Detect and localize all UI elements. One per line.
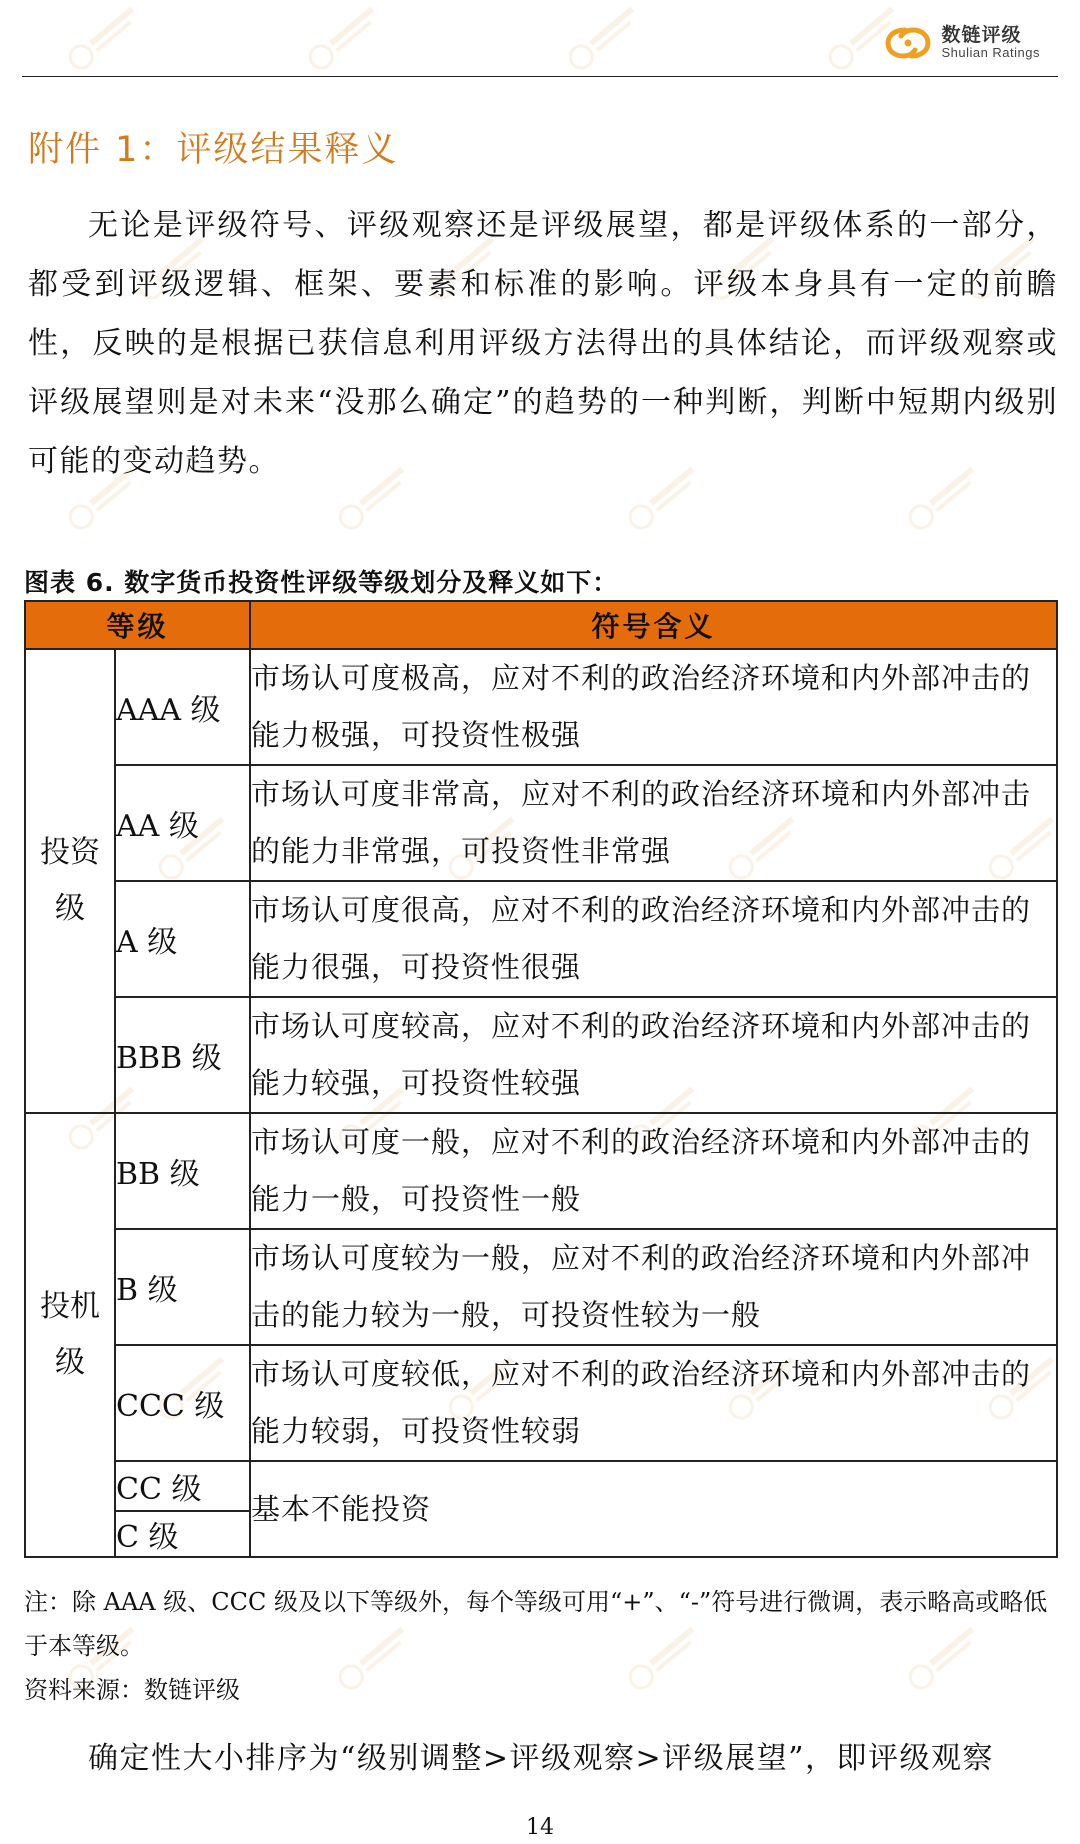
header-meaning: 符号含义 [250, 601, 1057, 649]
grade-cell: BB 级 [115, 1113, 250, 1229]
meaning-cell: 市场认可度很高，应对不利的政治经济环境和内外部冲击的能力很强，可投资性很强 [250, 881, 1057, 997]
grade-cell: A 级 [115, 881, 250, 997]
grade-cell: CC 级 [115, 1461, 250, 1511]
meaning-cell: 市场认可度较高，应对不利的政治经济环境和内外部冲击的能力较强，可投资性较强 [250, 997, 1057, 1113]
group-label-investment: 投资级 [25, 649, 115, 1113]
rating-scale-table [24, 600, 1058, 1558]
grade-cell: AA 级 [115, 765, 250, 881]
table-row [25, 649, 1057, 765]
meaning-cell: 市场认可度一般，应对不利的政治经济环境和内外部冲击的能力一般，可投资性一般 [250, 1113, 1057, 1229]
brand-logo [885, 24, 1040, 62]
table-row [25, 1345, 1057, 1461]
table-header-row [25, 601, 1057, 649]
brand-name-cn: 数链评级 [941, 23, 1022, 46]
grade-cell: BBB 级 [115, 997, 250, 1113]
table-row [25, 1229, 1057, 1345]
meaning-cell: 市场认可度极高，应对不利的政治经济环境和内外部冲击的能力极强，可投资性极强 [250, 649, 1057, 765]
meaning-cell: 市场认可度较低，应对不利的政治经济环境和内外部冲击的能力较弱，可投资性较弱 [250, 1345, 1057, 1461]
intro-paragraph: 无论是评级符号、评级观察还是评级展望，都是评级体系的一部分，都受到评级逻辑、框架、要素和标准的影响。评级本身具有一定的前瞻性，反映的是根据已获信息利用评级方法得出的具体结论，而评级观察或评级展望则是对未来“没那么确定”的趋势的一种判断，判断中短期内级别可能的变动趋势。 [28, 208, 1058, 479]
grade-cell: B 级 [115, 1229, 250, 1345]
shulian-logo-icon [885, 24, 931, 62]
closing-paragraph: 确定性大小排序为“级别调整>评级观察>评级展望”，即评级观察 [88, 1741, 994, 1776]
grade-cell: C 级 [115, 1511, 250, 1557]
table-row [25, 765, 1057, 881]
meaning-cell: 市场认可度非常高，应对不利的政治经济环境和内外部冲击的能力非常强，可投资性非常强 [250, 765, 1057, 881]
table-note: 注：除 AAA 级、CCC 级及以下等级外，每个等级可用“+”、“-”符号进行微调，表示略高或略低于本等级。 [24, 1588, 1048, 1660]
grade-cell: CCC 级 [115, 1345, 250, 1461]
annex-title: 附件 1：评级结果释义 [28, 130, 399, 170]
meaning-cell: 基本不能投资 [250, 1461, 1057, 1557]
grade-cell: AAA 级 [115, 649, 250, 765]
meaning-cell: 市场认可度较为一般，应对不利的政治经济环境和内外部冲击的能力较为一般，可投资性较为一般 [250, 1229, 1057, 1345]
table-row [25, 997, 1057, 1113]
source-note: 资料来源：数链评级 [24, 1676, 240, 1704]
header-grade: 等级 [25, 601, 250, 649]
table-row [25, 1113, 1057, 1229]
table-row [25, 1461, 1057, 1511]
brand-name-en: Shulian Ratings [941, 45, 1040, 61]
page-header [22, 0, 1058, 77]
table-row [25, 881, 1057, 997]
figure-caption: 图表 6. 数字货币投资性评级等级划分及释义如下： [24, 568, 619, 597]
page-number: 14 [526, 1815, 554, 1840]
group-label-speculative: 投机级 [25, 1113, 115, 1557]
